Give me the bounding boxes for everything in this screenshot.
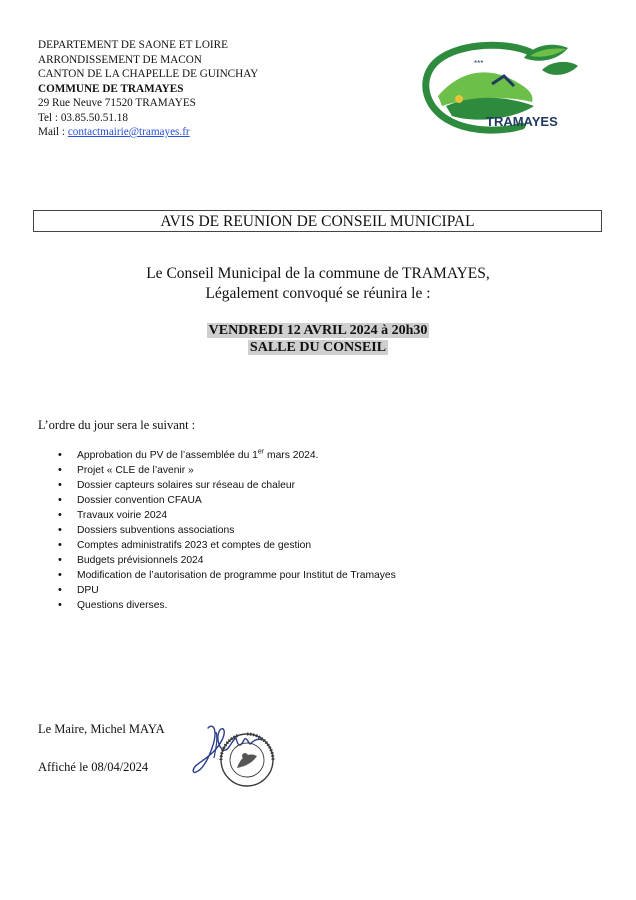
header-phone: Tel : 03.85.50.51.18 <box>38 111 128 124</box>
agenda-item: • Comptes administratifs 2023 et comptes de gestion <box>58 538 396 553</box>
meeting-place: SALLE DU CONSEIL <box>249 340 387 355</box>
mairie-stamp <box>219 732 275 788</box>
logo-name: TRAMAYES <box>486 114 558 129</box>
logo-stars: *** <box>474 59 484 68</box>
agenda-item <box>58 448 396 463</box>
meeting-info <box>0 322 636 356</box>
logo-leaf-right <box>542 62 578 75</box>
posted-date: Affiché le 08/04/2024 <box>38 760 149 774</box>
agenda-item: • Projet « CLE de l’avenir » <box>58 463 396 478</box>
agenda-item: • Travaux voirie 2024 <box>58 508 396 523</box>
logo-sun <box>455 95 463 103</box>
header-arrondissement: ARRONDISSEMENT DE MACON <box>38 53 202 66</box>
header-address: 29 Rue Neuve 71520 TRAMAYES <box>38 97 196 109</box>
agenda-item: • Dossier capteurs solaires sur réseau de chaleur <box>58 478 396 493</box>
agenda-item: • Dossiers subventions associations <box>58 523 396 538</box>
agenda-item-1-prefix: Approbation du PV de l’assemblée du 1 <box>77 450 258 461</box>
agenda-item: • Dossier convention CFAUA <box>58 493 396 508</box>
agenda-item-1-sup: er <box>257 448 265 456</box>
intro-line-1: Le Conseil Municipal de la commune de TRAMAYES, <box>146 265 490 282</box>
header-commune: COMMUNE DE TRAMAYES <box>38 82 184 95</box>
header-canton: CANTON DE LA CHAPELLE DE GUINCHAY <box>38 68 259 80</box>
header-departement: DEPARTEMENT DE SAONE ET LOIRE <box>38 39 228 51</box>
notice-title: AVIS DE REUNION DE CONSEIL MUNICIPAL <box>33 210 602 232</box>
meeting-date: VENDREDI 12 AVRIL 2024 à 20h30 <box>208 323 428 338</box>
agenda-list <box>58 448 396 613</box>
mail-link[interactable]: contactmairie@tramayes.fr <box>67 126 190 138</box>
agenda-item: • Budgets prévisionnels 2024 <box>58 553 396 568</box>
commune-header <box>38 38 258 140</box>
agenda-item: • Modification de l’autorisation de programme pour Institut de Tramayes <box>58 568 396 583</box>
notice-intro <box>0 264 636 304</box>
agenda-intro: L’ordre du jour sera le suivant : <box>38 418 196 432</box>
agenda-item: • DPU <box>58 583 396 598</box>
intro-line-2: Légalement convoqué se réunira le : <box>205 285 431 302</box>
header-mail <box>38 125 258 140</box>
agenda-item: • Questions diverses. <box>58 598 396 613</box>
mail-label: Mail : <box>38 126 68 138</box>
agenda-item-1-suffix: mars 2024. <box>264 450 319 461</box>
mayor-name: Le Maire, Michel MAYA <box>38 722 165 736</box>
tramayes-logo <box>412 40 582 140</box>
